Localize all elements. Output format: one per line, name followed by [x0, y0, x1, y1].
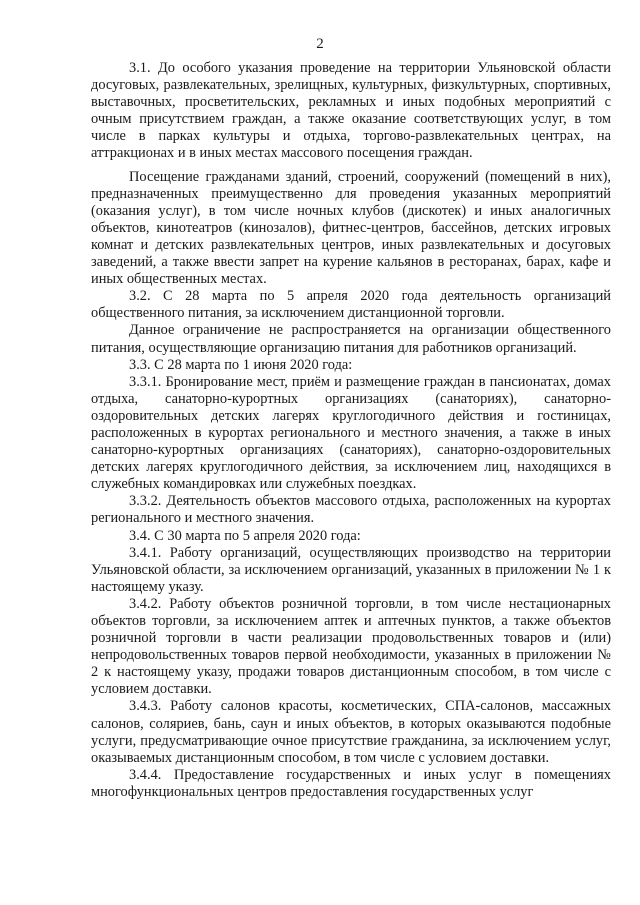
- page-number: 2: [316, 36, 324, 52]
- paragraph-visits: Посещение гражданами зданий, строений, сооружений (помещений в них), предназначенных преимущественно для проведения указанных мероприятий (оказания услуг), в том числе ночных клубов (дискотек) и иных аналогичных объектов, кинотеатров (кинозалов), фитнес-центров, бассейнов, детских игровых комнат и детских развлекательных центров, иных развлекательных и досуговых заведений, а также ввести запрет на курение кальянов в ресторанах, барах, кафе и иных общественных местах.: [91, 168, 611, 288]
- paragraph-3-4-2: 3.4.2. Работу объектов розничной торговли, в том числе нестационарных объектов торговли, за исключением аптек и аптечных пунктов, а также объектов розничной торговли в части реализации продовольственных товаров и (или) непродовольственных товаров первой необходимости, указанных в приложении № 2 к настоящему указу, продажи товаров дистанционным способом, в том числе с условием доставки.: [91, 595, 611, 698]
- paragraph-3-1: 3.1. До особого указания проведение на территории Ульяновской области досуговых, развлекательных, зрелищных, культурных, физкультурных, спортивных, выставочных, просветительских, рекламных и иных подобных мероприятий с очным присутствием граждан, а также оказание соответствующих услуг, в том числе в парках культуры и отдыха, торгово-развлекательных центрах, на аттракционах и в иных местах массового посещения граждан.: [91, 60, 611, 162]
- paragraph-3-3: 3.3. С 28 марта по 1 июня 2020 года:: [129, 356, 353, 373]
- paragraph-3-4: 3.4. С 30 марта по 5 апреля 2020 года:: [129, 527, 361, 544]
- document-body: [91, 60, 611, 801]
- paragraph-3-4-4: 3.4.4. Предоставление государственных и иных услуг в помещениях многофункциональных центров предоставления государственных услуг: [91, 766, 611, 800]
- paragraph-restriction-note: Данное ограничение не распространяется на организации общественного питания, осуществляющие организацию питания для работников организаций.: [91, 322, 611, 356]
- paragraph-3-3-2: 3.3.2. Деятельность объектов массового отдыха, расположенных на курортах регионального и местного значения.: [91, 493, 611, 527]
- paragraph-3-3-1: 3.3.1. Бронирование мест, приём и размещение граждан в пансионатах, домах отдыха, санаторно-курортных организациях (санаториях), санаторно-оздоровительных детских лагерях круглогодичного действия и гостиницах, расположенных в курортах регионального и местного значения, а также в иных санаторно-курортных организациях (санаториях), санаторно-оздоровительных детских лагерях круглогодичного действия, за исключением лиц, находящихся в служебных командировках или служебных поездках.: [91, 373, 611, 493]
- paragraph-3-4-1: 3.4.1. Работу организаций, осуществляющих производство на территории Ульяновской области, за исключением организаций, указанных в приложении № 1 к настоящему указу.: [91, 544, 611, 595]
- paragraph-3-4-3: 3.4.3. Работу салонов красоты, косметических, СПА-салонов, массажных салонов, соляриев, бань, саун и иных объектов, в которых оказываются подобные услуги, предусматривающие очное присутствие гражданина, за исключением услуг, оказываемых дистанционным способом, в том числе с условием доставки.: [91, 698, 611, 766]
- paragraph-3-2: 3.2. С 28 марта по 5 апреля 2020 года деятельность организаций общественного питания, за исключением дистанционной торговли.: [91, 288, 611, 322]
